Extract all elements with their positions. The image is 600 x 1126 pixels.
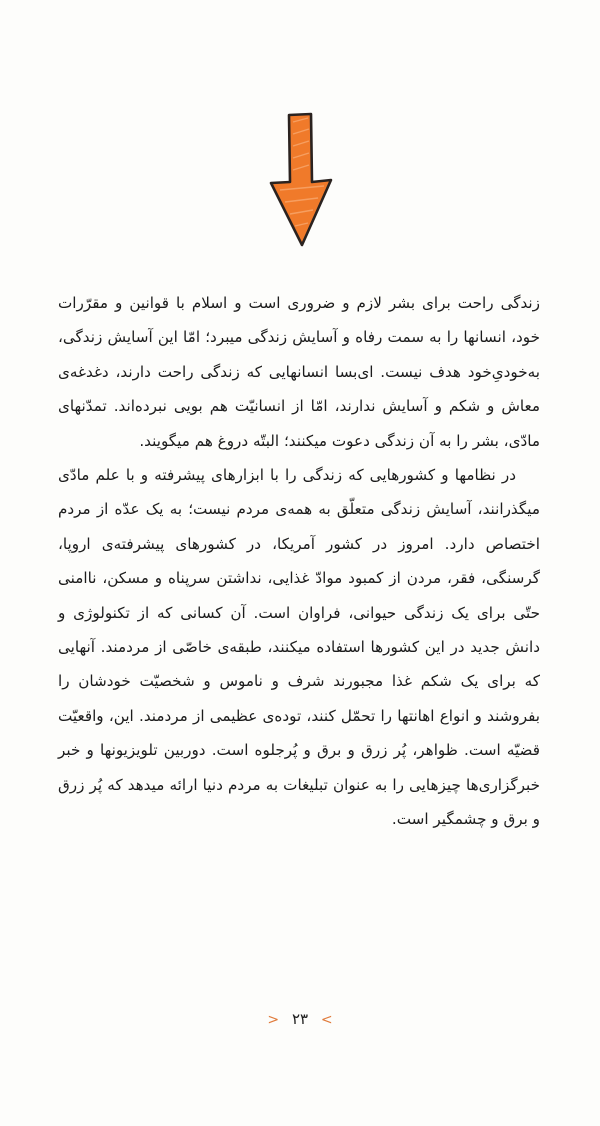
page-number [0, 1010, 600, 1028]
paragraph-1: زندگی راحت برای بشر لازم و ضروری است و اسلام با قوانین و مقرّرات خود، انسانها را به سمت رفاه و آسایش زندگی میبرد؛ امّا این آسایش زندگی، به‌خودیِ‌خود هدف نیست. ای‌بسا انسانهایی که زندگی راحت دارند، دغدغه‌ی معاش و شکم و آسایش ندارند، امّا از انسانیّت هم بویی نبرده‌اند. تمدّنهای مادّی، بشر را به آن زندگی دعوت میکنند؛ البتّه دروغ هم میگویند. [58, 294, 540, 450]
page-number-value: ۲۳ [291, 1010, 309, 1028]
paragraph-2: در نظامها و کشورهایی که زندگی را با ابزارهای پیشرفته و با علم مادّی میگذرانند، آسایش زندگی متعلّق به همه‌ی مردم نیست؛ به یک عدّه از مردم اختصاص دارد. امروز در کشور آمریکا، در کشورهای پیشرفته‌ی اروپا، گرسنگی، فقر، مردن از کمبود موادّ غذایی، نداشتن سرپناه و مسکن، ناامنی حتّی برای یک زندگی حیوانی، فراوان است. آن کسانی که از تکنولوژی و دانش جدید در این کشورها استفاده میکنند، طبقه‌ی خاصّی از مردمند. آنهایی که برای یک شکم غذا مجبورند شرف و ناموس و شخصیّت خودشان را بفروشند و انواع اهانتها را تحمّل کنند، توده‌ی عظیمی از مردمند. این، واقعیّت قضیّه است. ظواهر، پُر زرق و برق و پُرجلوه است. دوربین تلویزیونها و خبر خبرگزاری‌ها چیزهایی را به عنوان تبلیغات به مردم دنیا ارائه میدهد که پُر زرق و برق و چشمگیر است. [58, 466, 540, 829]
body-text [58, 286, 540, 837]
angle-bracket-icon: < [267, 1012, 280, 1028]
angle-bracket-icon: > [320, 1012, 333, 1028]
down-arrow-icon [268, 112, 334, 248]
